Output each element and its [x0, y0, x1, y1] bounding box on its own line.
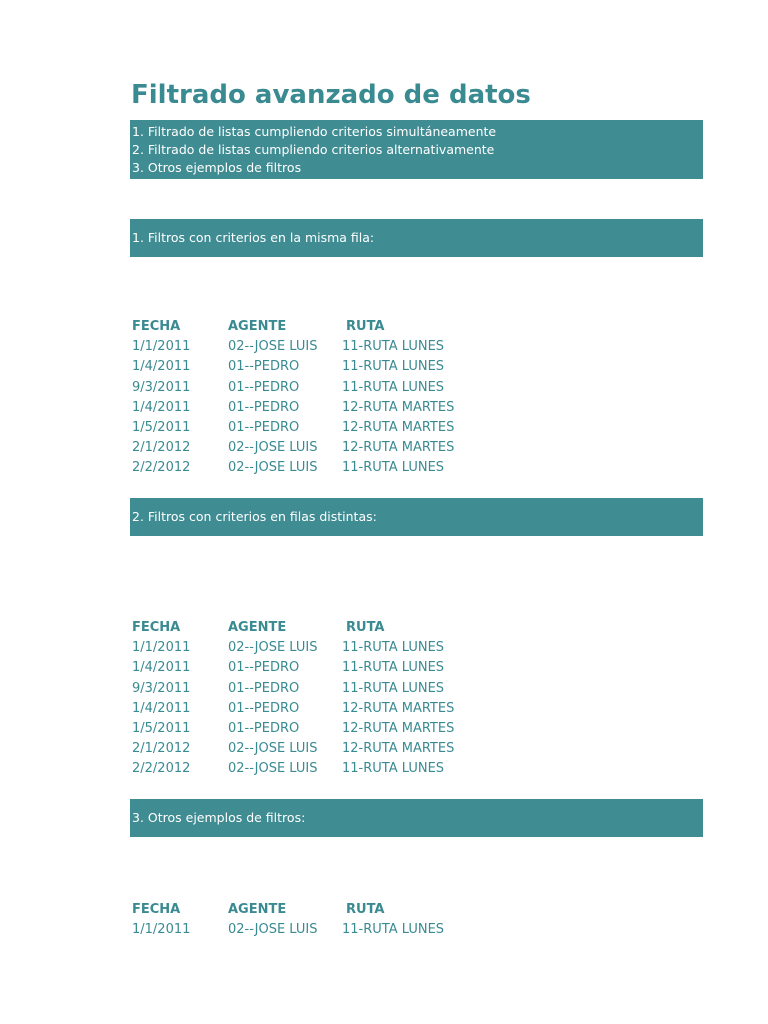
section-1-heading: 1. Filtros con criterios en la misma fila: — [130, 219, 703, 257]
column-header-ruta: RUTA — [346, 902, 385, 917]
cell-agente: 02--JOSE LUIS — [228, 761, 318, 777]
cell-agente: 01--PEDRO — [228, 700, 300, 716]
table-row — [132, 699, 476, 719]
column-header-agente: AGENTE — [228, 319, 287, 334]
table-row — [132, 658, 476, 678]
table-3-header — [132, 900, 476, 920]
cell-fecha: 1/4/2011 — [132, 399, 191, 415]
column-header-agente: AGENTE — [228, 902, 287, 917]
section-2-heading: 2. Filtros con criterios en filas distintas: — [130, 498, 703, 536]
table-row — [132, 458, 476, 478]
section-3-heading: 3. Otros ejemplos de filtros: — [130, 799, 703, 837]
table-row — [132, 920, 476, 940]
cell-fecha: 9/3/2011 — [132, 379, 191, 395]
table-2-header — [132, 618, 476, 638]
cell-fecha: 1/4/2011 — [132, 660, 191, 676]
cell-fecha: 2/2/2012 — [132, 761, 191, 777]
cell-agente: 01--PEDRO — [228, 720, 300, 736]
cell-agente: 01--PEDRO — [228, 660, 300, 676]
table-2 — [132, 618, 476, 780]
cell-fecha: 1/4/2011 — [132, 359, 191, 375]
table-row — [132, 719, 476, 739]
column-header-agente: AGENTE — [228, 620, 287, 635]
cell-ruta: 11-RUTA LUNES — [342, 339, 445, 355]
column-header-fecha: FECHA — [132, 319, 181, 334]
table-row — [132, 337, 476, 357]
cell-agente: 01--PEDRO — [228, 379, 300, 395]
cell-fecha: 9/3/2011 — [132, 680, 191, 696]
table-1-header — [132, 317, 476, 337]
index-link-1[interactable]: 1. Filtrado de listas cumpliendo criterios simultáneamente — [132, 124, 497, 139]
cell-ruta: 11-RUTA LUNES — [342, 922, 445, 938]
index-link-3[interactable]: 3. Otros ejemplos de filtros — [132, 160, 302, 175]
table-1 — [132, 317, 476, 479]
table-row — [132, 679, 476, 699]
cell-agente: 02--JOSE LUIS — [228, 922, 318, 938]
cell-ruta: 11-RUTA LUNES — [342, 359, 445, 375]
column-header-fecha: FECHA — [132, 902, 181, 917]
table-row — [132, 378, 476, 398]
cell-fecha: 1/4/2011 — [132, 700, 191, 716]
column-header-ruta: RUTA — [346, 319, 385, 334]
cell-fecha: 1/5/2011 — [132, 419, 191, 435]
table-row — [132, 418, 476, 438]
cell-agente: 01--PEDRO — [228, 359, 300, 375]
cell-ruta: 12-RUTA MARTES — [342, 399, 455, 415]
column-header-ruta: RUTA — [346, 620, 385, 635]
cell-ruta: 11-RUTA LUNES — [342, 680, 445, 696]
cell-fecha: 1/5/2011 — [132, 720, 191, 736]
cell-agente: 02--JOSE LUIS — [228, 339, 318, 355]
index-band — [130, 120, 703, 179]
column-header-fecha: FECHA — [132, 620, 181, 635]
cell-ruta: 12-RUTA MARTES — [342, 700, 455, 716]
cell-ruta: 12-RUTA MARTES — [342, 741, 455, 757]
cell-agente: 02--JOSE LUIS — [228, 460, 318, 476]
cell-fecha: 1/1/2011 — [132, 339, 191, 355]
page-title: Filtrado avanzado de datos — [131, 80, 531, 110]
cell-agente: 02--JOSE LUIS — [228, 741, 318, 757]
table-row — [132, 638, 476, 658]
cell-agente: 02--JOSE LUIS — [228, 640, 318, 656]
cell-agente: 01--PEDRO — [228, 680, 300, 696]
cell-ruta: 11-RUTA LUNES — [342, 379, 445, 395]
cell-ruta: 11-RUTA LUNES — [342, 640, 445, 656]
cell-ruta: 11-RUTA LUNES — [342, 660, 445, 676]
index-link-2[interactable]: 2. Filtrado de listas cumpliendo criterios alternativamente — [132, 142, 495, 157]
cell-fecha: 2/1/2012 — [132, 741, 191, 757]
table-3 — [132, 900, 476, 940]
table-row — [132, 759, 476, 779]
cell-ruta: 11-RUTA LUNES — [342, 761, 445, 777]
cell-ruta: 12-RUTA MARTES — [342, 440, 455, 456]
cell-fecha: 1/1/2011 — [132, 640, 191, 656]
table-row — [132, 739, 476, 759]
cell-ruta: 11-RUTA LUNES — [342, 460, 445, 476]
cell-fecha: 2/1/2012 — [132, 440, 191, 456]
cell-agente: 01--PEDRO — [228, 399, 300, 415]
table-row — [132, 357, 476, 377]
cell-ruta: 12-RUTA MARTES — [342, 720, 455, 736]
cell-agente: 01--PEDRO — [228, 419, 300, 435]
cell-fecha: 2/2/2012 — [132, 460, 191, 476]
cell-fecha: 1/1/2011 — [132, 922, 191, 938]
table-row — [132, 438, 476, 458]
cell-agente: 02--JOSE LUIS — [228, 440, 318, 456]
cell-ruta: 12-RUTA MARTES — [342, 419, 455, 435]
index-list — [130, 123, 497, 177]
table-row — [132, 398, 476, 418]
